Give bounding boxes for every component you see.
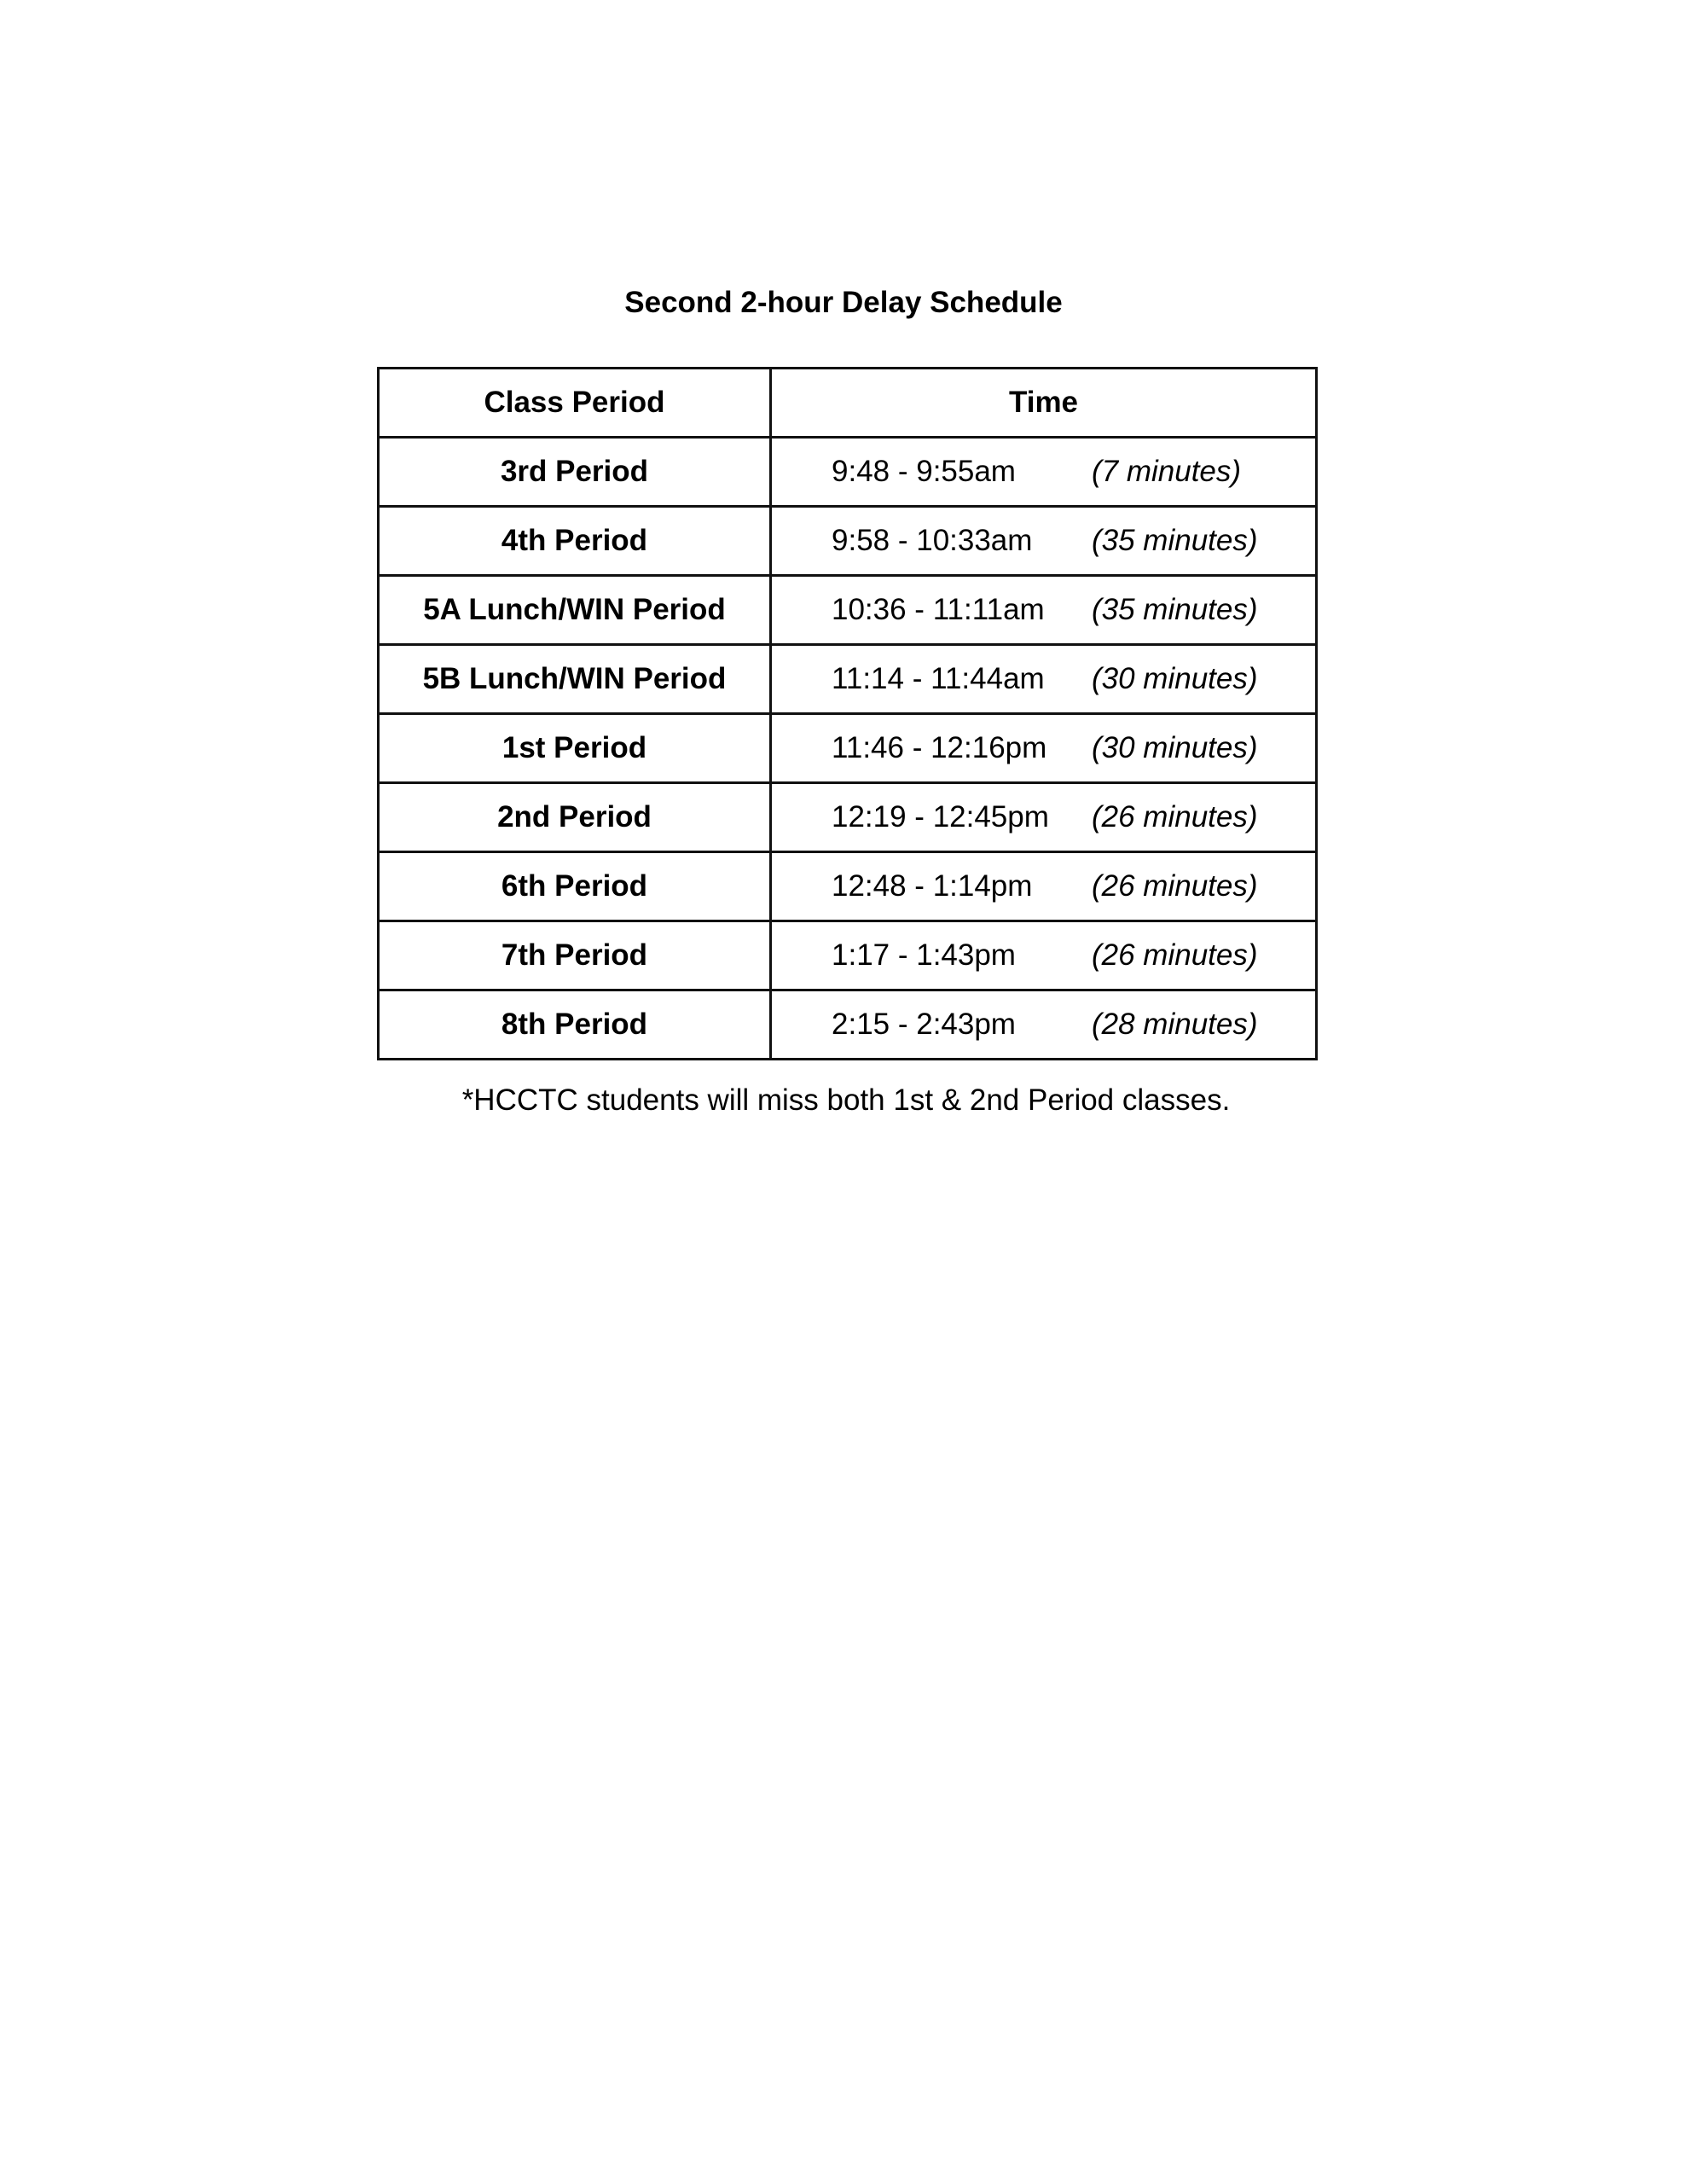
time-range: 1:17 - 1:43pm bbox=[832, 938, 1016, 972]
period-name: 8th Period bbox=[379, 990, 771, 1060]
time-cell bbox=[771, 921, 1317, 990]
duration: (26 minutes) bbox=[1092, 869, 1258, 903]
column-header-time: Time bbox=[771, 369, 1317, 438]
period-name: 5B Lunch/WIN Period bbox=[379, 645, 771, 714]
time-cell bbox=[771, 783, 1317, 852]
time-range: 9:48 - 9:55am bbox=[832, 455, 1016, 488]
time-range: 10:36 - 11:11am bbox=[832, 593, 1045, 626]
table-row bbox=[379, 645, 1317, 714]
period-name: 6th Period bbox=[379, 852, 771, 921]
time-cell bbox=[771, 852, 1317, 921]
time-cell bbox=[771, 438, 1317, 507]
duration: (26 minutes) bbox=[1092, 938, 1258, 972]
schedule-table bbox=[377, 367, 1318, 1060]
time-range: 11:46 - 12:16pm bbox=[832, 731, 1047, 764]
period-name: 1st Period bbox=[379, 714, 771, 783]
time-range: 2:15 - 2:43pm bbox=[832, 1008, 1016, 1041]
period-name: 2nd Period bbox=[379, 783, 771, 852]
duration: (30 minutes) bbox=[1092, 662, 1258, 695]
period-name: 4th Period bbox=[379, 507, 771, 576]
period-name: 3rd Period bbox=[379, 438, 771, 507]
duration: (26 minutes) bbox=[1092, 800, 1258, 834]
duration: (35 minutes) bbox=[1092, 593, 1258, 626]
time-range: 12:19 - 12:45pm bbox=[832, 800, 1049, 834]
time-range: 9:58 - 10:33am bbox=[832, 524, 1033, 557]
time-cell bbox=[771, 990, 1317, 1060]
period-name: 7th Period bbox=[379, 921, 771, 990]
table-row bbox=[379, 438, 1317, 507]
table-row bbox=[379, 852, 1317, 921]
table-row bbox=[379, 714, 1317, 783]
table-header-row bbox=[379, 369, 1317, 438]
table-row bbox=[379, 921, 1317, 990]
duration: (7 minutes) bbox=[1092, 455, 1242, 488]
table-row bbox=[379, 783, 1317, 852]
column-header-period: Class Period bbox=[379, 369, 771, 438]
time-cell bbox=[771, 645, 1317, 714]
duration: (35 minutes) bbox=[1092, 524, 1258, 557]
time-cell bbox=[771, 576, 1317, 645]
time-cell bbox=[771, 507, 1317, 576]
time-cell bbox=[771, 714, 1317, 783]
time-range: 12:48 - 1:14pm bbox=[832, 869, 1033, 903]
time-range: 11:14 - 11:44am bbox=[832, 662, 1045, 695]
table-row bbox=[379, 990, 1317, 1060]
duration: (28 minutes) bbox=[1092, 1008, 1258, 1041]
document-title: Second 2-hour Delay Schedule bbox=[624, 286, 1063, 319]
table-row bbox=[379, 576, 1317, 645]
period-name: 5A Lunch/WIN Period bbox=[379, 576, 771, 645]
table-row bbox=[379, 507, 1317, 576]
footnote: *HCCTC students will miss both 1st & 2nd Period classes. bbox=[461, 1083, 1231, 1117]
duration: (30 minutes) bbox=[1092, 731, 1258, 764]
